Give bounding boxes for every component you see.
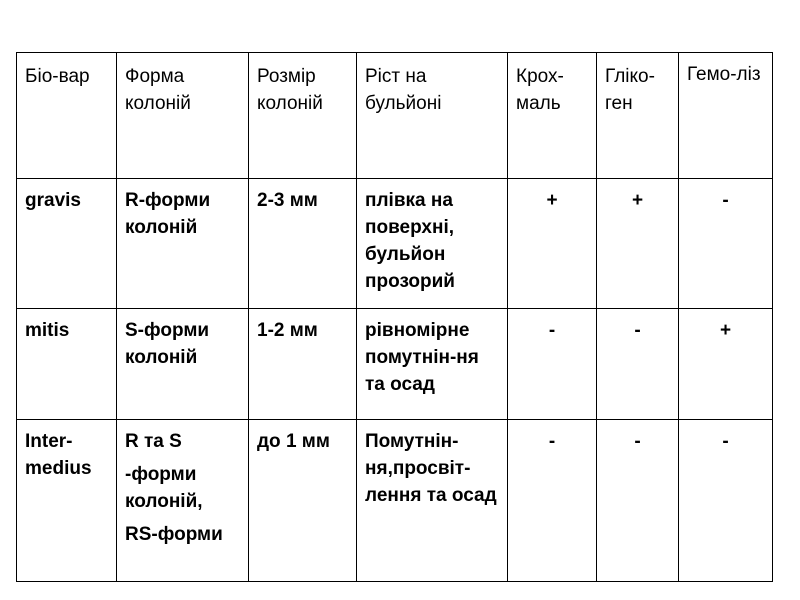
table-row (17, 420, 773, 582)
cell-hemolysis: + (679, 308, 773, 419)
cell-broth-growth: плівка на поверхні, бульйон прозорий (357, 178, 508, 308)
cell-colony-form: R-форми колоній (117, 178, 249, 308)
cell-colony-form (117, 420, 249, 582)
header-glycogen: Гліко-ген (597, 53, 679, 179)
cell-biovar: gravis (17, 178, 117, 308)
cell-glycogen: + (597, 178, 679, 308)
cell-glycogen: - (597, 420, 679, 582)
cell-glycogen: - (597, 308, 679, 419)
cell-hemolysis: - (679, 420, 773, 582)
cell-broth-growth: рівномірне помутнін-ня та осад (357, 308, 508, 419)
colony-form-line: RS-форми (125, 524, 223, 546)
cell-starch: + (508, 178, 597, 308)
header-biovar: Біо-вар (17, 53, 117, 179)
cell-starch: - (508, 420, 597, 582)
cell-colony-form: S-форми колоній (117, 308, 249, 419)
cell-starch: - (508, 308, 597, 419)
cell-colony-size: до 1 мм (249, 420, 357, 582)
colony-form-line: -форми колоній, (125, 464, 203, 513)
cell-biovar: mitis (17, 308, 117, 419)
table-row (17, 308, 773, 419)
colony-form-line: R та S (125, 431, 182, 453)
header-colony-size: Розмір колоній (249, 53, 357, 179)
biovar-table (16, 52, 773, 582)
cell-biovar: Inter-medius (17, 420, 117, 582)
cell-hemolysis: - (679, 178, 773, 308)
header-broth-growth: Ріст на бульйоні (357, 53, 508, 179)
cell-colony-size: 1-2 мм (249, 308, 357, 419)
cell-broth-growth: Помутнін-ня,просвіт-лення та осад (357, 420, 508, 582)
table-row (17, 178, 773, 308)
header-starch: Крох-маль (508, 53, 597, 179)
header-colony-form: Форма колоній (117, 53, 249, 179)
cell-colony-size: 2-3 мм (249, 178, 357, 308)
header-hemolysis: Гемо-ліз (679, 53, 773, 179)
table-header-row (17, 53, 773, 179)
